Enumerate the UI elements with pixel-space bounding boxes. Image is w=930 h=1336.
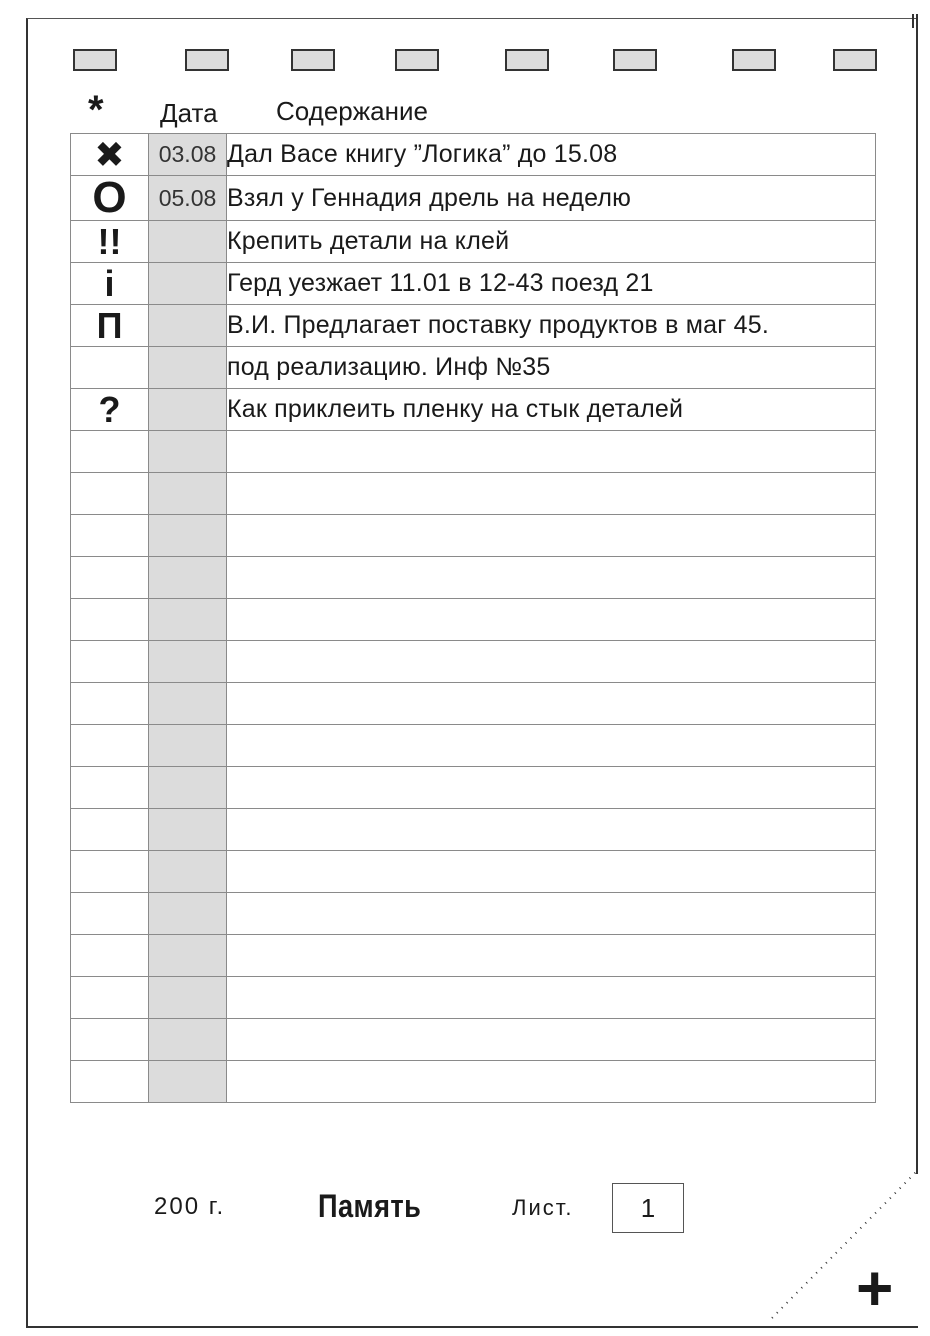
content-cell[interactable]: Дал Васе книгу ”Логика” до 15.08 xyxy=(227,134,876,176)
plus-icon[interactable]: + xyxy=(856,1252,894,1324)
sheet-number: 1 xyxy=(640,1192,656,1223)
date-cell[interactable]: 03.08 xyxy=(149,134,227,176)
content-cell[interactable]: под реализацию. Инф №35 xyxy=(227,347,876,389)
content-column-header: Содержание xyxy=(276,96,428,126)
content-cell[interactable]: Взял у Геннадия дрель на неделю xyxy=(227,176,876,221)
content-cell[interactable]: Герд уезжает 11.01 в 12-43 поезд 21 xyxy=(227,263,876,305)
date-column-header: Дата xyxy=(160,98,218,128)
year-label: 200 г. xyxy=(154,1193,226,1220)
content-cell[interactable]: Крепить детали на клей xyxy=(227,221,876,263)
p-letter-icon: П xyxy=(71,305,149,347)
page-title: Память xyxy=(318,1188,422,1224)
sheet-label: Лист. xyxy=(512,1195,574,1220)
date-cell[interactable]: 05.08 xyxy=(149,176,227,221)
cross-icon: ✖ xyxy=(71,134,149,176)
content-cell[interactable]: Как приклеить пленку на стык деталей xyxy=(227,389,876,431)
content-cell[interactable]: В.И. Предлагает поставку продуктов в маг 45. xyxy=(227,305,876,347)
circle-icon: O xyxy=(71,176,149,221)
question-icon: ? xyxy=(71,389,149,431)
exclamation-icon: !! xyxy=(71,221,149,263)
mark-column-header: * xyxy=(88,88,104,132)
info-icon: i xyxy=(71,263,149,305)
